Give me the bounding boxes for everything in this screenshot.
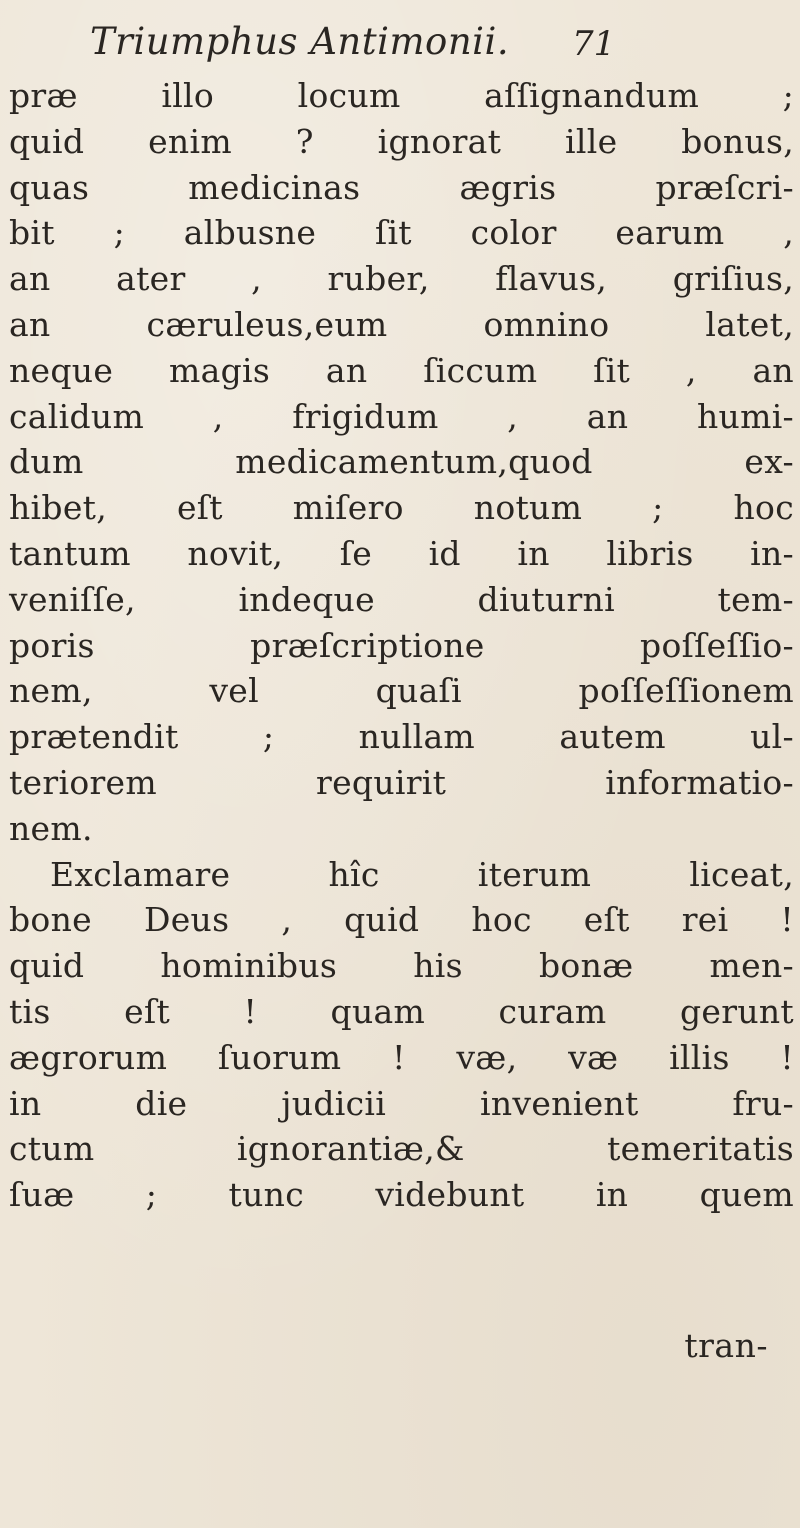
page-number: 71 bbox=[572, 24, 616, 64]
text-line: bit ; albusne ſit color earum , bbox=[9, 213, 794, 253]
text-line: quid hominibus his bonæ men- bbox=[9, 946, 794, 986]
paragraph-end-line: nem. bbox=[9, 808, 93, 848]
text-line: dum medicamentum,quod ex- bbox=[9, 442, 794, 482]
text-line: calidum , frigidum , an humi- bbox=[9, 396, 794, 436]
text-line: quas medicinas ægris præſcri- bbox=[9, 167, 794, 207]
running-head bbox=[90, 20, 710, 70]
text-line: quid enim ? ignorat ille bonus, bbox=[9, 121, 794, 161]
text-line: in die judicii invenient fru- bbox=[9, 1083, 794, 1123]
text-line: prætendit ; nullam autem ul- bbox=[9, 717, 794, 757]
text-line: hibet, eſt miſero notum ; hoc bbox=[9, 488, 794, 528]
text-line: præ illo locum aſſignandum ; bbox=[9, 76, 794, 115]
text-line: nem, vel quaſi poſſeſſionem bbox=[9, 671, 794, 711]
text-line: tantum novit, ſe id in libris in- bbox=[9, 533, 794, 573]
text-line: ægrorum ſuorum ! væ, væ illis ! bbox=[9, 1037, 794, 1077]
text-line: tis eſt ! quam curam gerunt bbox=[9, 991, 794, 1031]
text-line: poris præſcriptione poſſeſſio- bbox=[9, 625, 794, 665]
text-line: teriorem requirit informatio- bbox=[9, 762, 794, 802]
text-line: ſuæ ; tunc videbunt in quem bbox=[9, 1175, 794, 1215]
text-line: veniſſe, indeque diuturni tem- bbox=[9, 579, 794, 619]
text-line: ctum ignorantiæ,& temeritatis bbox=[9, 1129, 794, 1169]
paragraph-start-line: Exclamare hîc iterum liceat, bbox=[50, 854, 794, 894]
body-text bbox=[9, 73, 794, 1218]
text-line: bone Deus , quid hoc eſt rei ! bbox=[9, 900, 794, 940]
running-title: Triumphus Antimonii. bbox=[90, 20, 510, 63]
text-line: an cæruleus,eum omnino latet, bbox=[9, 304, 794, 344]
catchword: tran- bbox=[684, 1326, 768, 1365]
text-line: an ater , ruber, flavus, griſius, bbox=[9, 259, 794, 299]
text-line: neque magis an ſiccum ſit , an bbox=[9, 350, 794, 390]
